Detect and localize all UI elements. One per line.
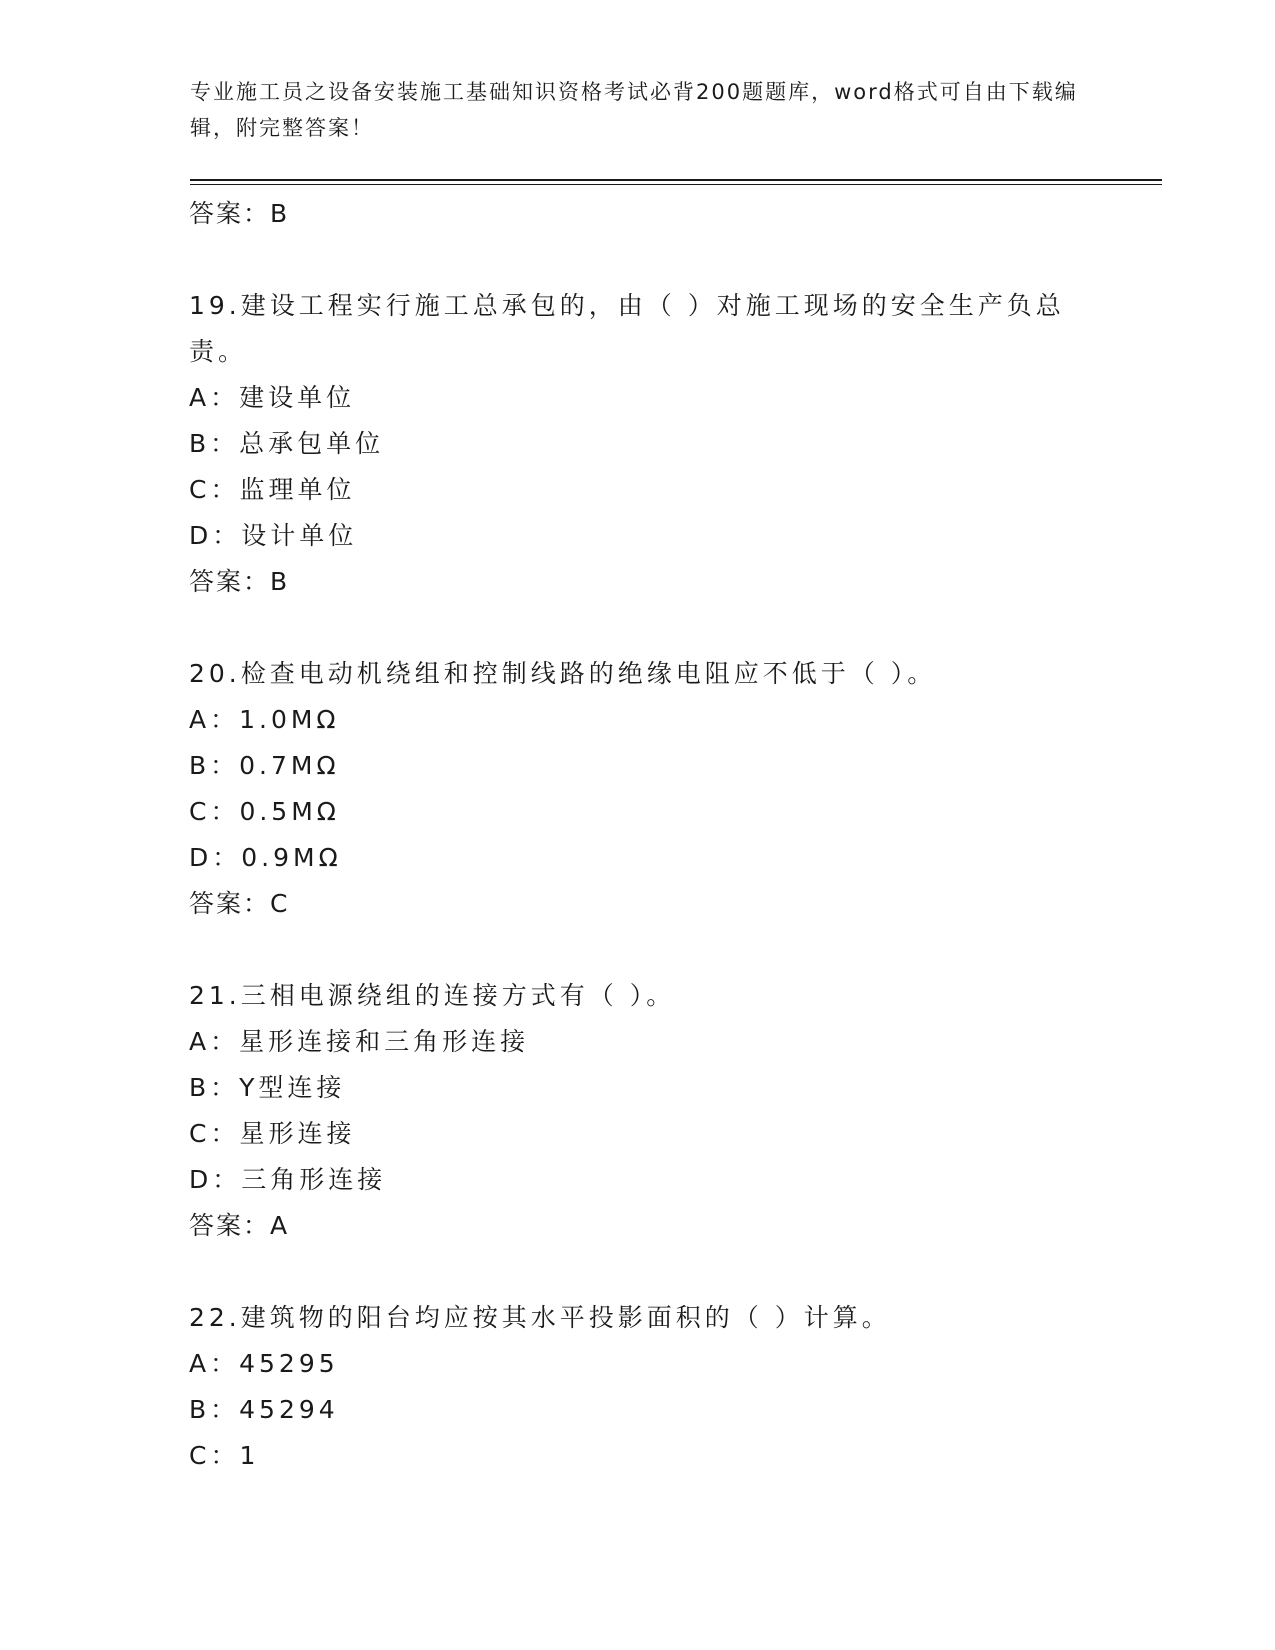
option-c: C：星形连接: [189, 1119, 356, 1148]
question-block-20: [189, 651, 1109, 927]
header-rule-thick: [190, 179, 1162, 181]
option-c: C：1: [189, 1441, 260, 1470]
spacer: [189, 927, 1109, 973]
option-b: B：0.7MΩ: [189, 751, 340, 780]
question-block-21: [189, 973, 1109, 1249]
option-b: B：Y型连接: [189, 1073, 346, 1102]
question-list: [189, 191, 1109, 1479]
spacer: [189, 237, 1109, 283]
question-stem: 22.建筑物的阳台均应按其水平投影面积的（ ）计算。: [189, 1303, 891, 1332]
option-d: D：三角形连接: [189, 1165, 387, 1194]
question-stem: 21.三相电源绕组的连接方式有（ ）。: [189, 981, 676, 1010]
option-a: A：星形连接和三角形连接: [189, 1027, 530, 1056]
answer-line: 答案：A: [189, 1211, 290, 1240]
spacer: [189, 1249, 1109, 1295]
question-stem: 20.检查电动机绕组和控制线路的绝缘电阻应不低于（ ）。: [189, 659, 937, 688]
spacer: [189, 605, 1109, 651]
header-rule-thin: [190, 184, 1162, 185]
option-a: A：1.0MΩ: [189, 705, 340, 734]
document-header-title: 专业施工员之设备安装施工基础知识资格考试必背200题题库，word格式可自由下载编辑，附完整答案！: [190, 80, 1078, 140]
option-b: B：45294: [189, 1395, 339, 1424]
option-a: A：45295: [189, 1349, 339, 1378]
option-d: D：0.9MΩ: [189, 843, 342, 872]
question-block-19: [189, 283, 1109, 605]
answer-line: 答案：C: [189, 889, 290, 918]
question-stem: 19.建设工程实行施工总承包的，由（ ）对施工现场的安全生产负总责。: [189, 291, 1065, 366]
option-c: C：0.5MΩ: [189, 797, 340, 826]
answer-line: 答案：B: [189, 567, 290, 596]
option-a: A：建设单位: [189, 383, 356, 412]
option-b: B：总承包单位: [189, 429, 385, 458]
option-d: D：设计单位: [189, 521, 358, 550]
option-c: C：监理单位: [189, 475, 356, 504]
previous-question-answer: 答案：B: [189, 199, 290, 228]
question-block-22: [189, 1295, 1109, 1479]
